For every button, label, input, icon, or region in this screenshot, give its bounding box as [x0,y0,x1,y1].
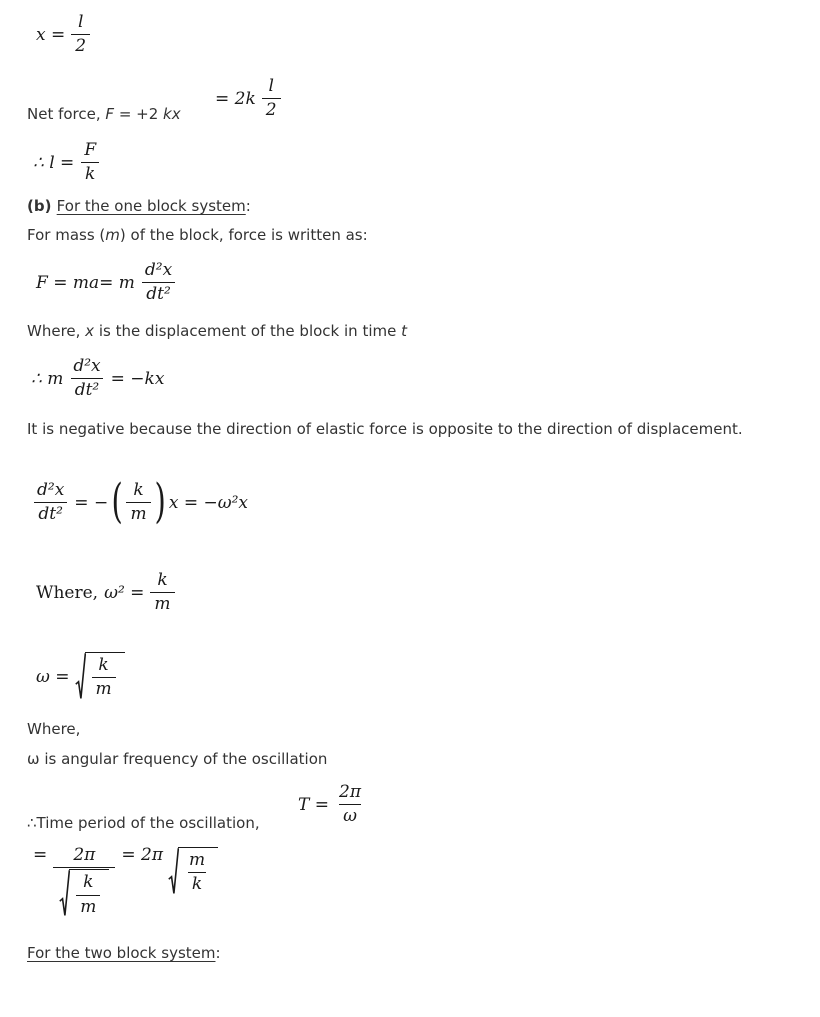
var-m: m [105,226,120,244]
where-text-2: is the displacement of the block in time [94,322,402,340]
heading-underlined: For the two block system [27,944,216,962]
open-paren: ( [111,474,123,529]
fraction-numerator: k [157,570,168,590]
radical [59,869,109,919]
math-prefix: ∴ m [31,368,64,389]
fraction-numerator: k [133,480,144,500]
radical-body [85,652,125,702]
fraction-denominator: k [81,162,99,185]
fraction-numerator: l [268,76,274,96]
net-force-equals: = +2 [114,105,164,123]
fraction-numerator: d²x [37,480,65,500]
fraction-denominator: 2 [262,98,281,121]
fraction [80,140,100,186]
radical [168,847,218,897]
var-kx: kx [163,105,181,123]
fraction-denominator: dt² [142,282,175,305]
fraction-denominator: m [150,592,174,615]
heading-colon: : [245,197,251,215]
fraction-denominator: dt² [71,378,104,401]
close-paren: ) [154,474,166,529]
math-lhs: ω = [36,666,70,687]
equation-T [295,782,368,828]
fraction [150,570,174,616]
fraction-numerator: k [98,655,109,675]
mass-text-2: ) of the block, force is written as: [119,226,368,244]
equation-d2x-omega [30,474,251,529]
fraction [33,480,68,526]
negative-force-paragraph: It is negative because the direction of elastic force is opposite to the direction of displacement. [27,420,743,438]
math-rhs: = −kx [110,368,165,389]
fraction-numerator: m [189,850,206,870]
fraction [335,782,365,828]
fraction-denominator: 2 [71,34,90,57]
fraction [126,480,150,526]
fraction-numerator: d²x [144,260,173,280]
equation-l-equals-F-over-k [30,140,103,186]
radical-body [69,869,109,919]
math-equals-1: = [33,845,48,865]
net-force-line [27,105,181,123]
radical-body [178,847,218,897]
fraction-denominator: ω [339,804,361,827]
equation-2k-l-half [212,76,284,122]
fraction-numerator: 2π [339,782,361,802]
math-lhs: x = [36,24,66,45]
net-force-text: Net force, [27,105,106,123]
equation-F-ma [33,260,179,306]
omega-frequency-line [27,750,327,768]
math-prefix: = 2k [215,88,256,109]
equation-where-omega-squared [33,570,178,616]
heading-one-block-system [27,197,251,215]
fraction [141,260,176,306]
var-t: t [401,322,407,340]
fraction-denominator: k [188,872,206,895]
fraction [185,850,209,896]
fraction [262,76,281,122]
heading-label: (b) [27,197,57,215]
omega-frequency-text: is angular frequency of the oscillation [39,750,328,768]
math-rhs: x = −ω²x [168,492,248,513]
heading-two-block-system [27,944,221,962]
math-prefix: ∴ l = [33,152,75,173]
fraction-numerator: k [83,872,94,893]
heading-colon: : [215,944,221,962]
where-x-line [27,322,407,340]
math-prefix: F = ma= m [36,272,135,293]
where-text-1: Where, [27,322,86,340]
math-mid: = − [74,492,109,513]
fraction-denominator [53,867,115,925]
omega-symbol: ω [27,750,40,768]
equation-period-full [30,845,220,925]
where-line: Where, [27,720,81,738]
fraction-numerator: F [84,140,97,160]
mass-text-1: For mass ( [27,226,106,244]
fraction [53,845,115,925]
equation-m-d2x [28,356,167,402]
fraction-numerator: 2π [73,845,96,865]
heading-underlined: For the one block system [56,197,246,215]
fraction [69,356,104,402]
fraction-numerator: l [77,12,84,32]
mass-line [27,226,368,244]
fraction [71,12,90,58]
math-lhs: T = [298,794,329,815]
equation-omega-sqrt [33,652,127,702]
fraction-denominator: m [76,895,100,918]
math-lhs: ω² = [104,582,145,603]
fraction-numerator: d²x [73,356,101,376]
equation-x-half [33,12,93,58]
fraction-denominator: dt² [34,502,67,525]
var-x: x [85,322,95,340]
time-period-line: ∴Time period of the oscillation, [27,814,260,832]
fraction-denominator: m [126,502,150,525]
fraction [76,872,100,918]
math-equals-2: = 2π [121,845,164,865]
fraction-denominator: m [92,677,116,700]
radical [75,652,125,702]
math-where-label: Where, [36,582,99,603]
fraction [92,655,116,701]
var-F: F [105,105,115,123]
